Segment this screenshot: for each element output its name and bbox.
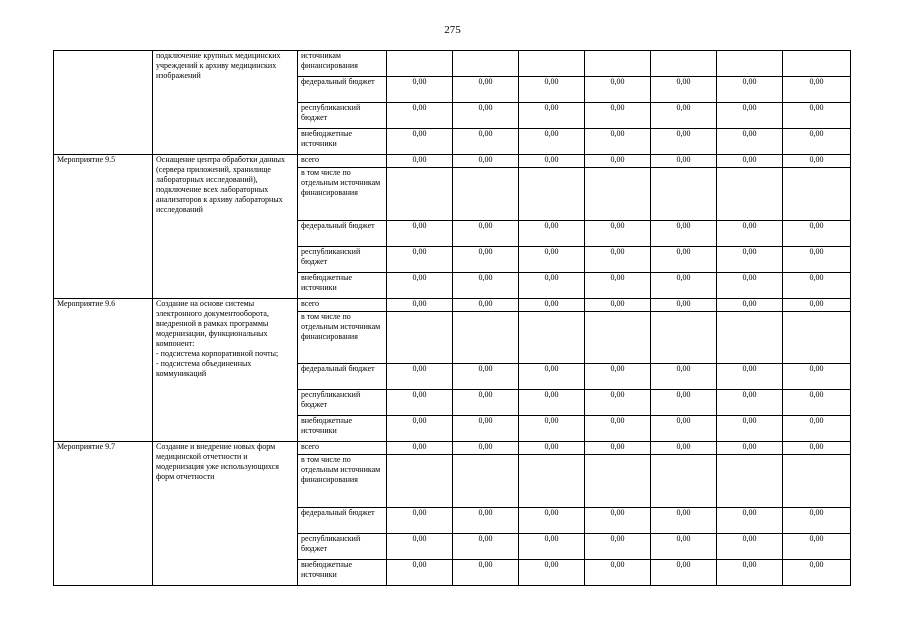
amount-cell: 0,00 (717, 507, 783, 533)
amount-cell (717, 51, 783, 77)
amount-cell: 0,00 (717, 298, 783, 311)
amount-cell: 0,00 (453, 246, 519, 272)
measure-code: Мероприятие 9.6 (54, 298, 153, 442)
amount-cell: 0,00 (519, 77, 585, 103)
amount-cell: 0,00 (651, 103, 717, 129)
amount-cell (387, 311, 453, 363)
amount-cell: 0,00 (453, 559, 519, 585)
amount-cell: 0,00 (717, 220, 783, 246)
amount-cell: 0,00 (519, 246, 585, 272)
amount-cell: 0,00 (519, 533, 585, 559)
amount-cell: 0,00 (519, 129, 585, 155)
amount-cell: 0,00 (651, 507, 717, 533)
amount-cell: 0,00 (387, 559, 453, 585)
amount-cell (453, 311, 519, 363)
funding-source: в том числе по отдельным источникам финансирования (298, 455, 387, 507)
amount-cell: 0,00 (453, 390, 519, 416)
amount-cell: 0,00 (651, 298, 717, 311)
amount-cell: 0,00 (717, 246, 783, 272)
amount-cell (651, 455, 717, 507)
amount-cell: 0,00 (453, 220, 519, 246)
amount-cell: 0,00 (651, 533, 717, 559)
amount-cell: 0,00 (519, 390, 585, 416)
funding-source: внебюджетные источники (298, 129, 387, 155)
amount-cell: 0,00 (519, 298, 585, 311)
amount-cell: 0,00 (519, 442, 585, 455)
amount-cell: 0,00 (519, 103, 585, 129)
amount-cell: 0,00 (387, 272, 453, 298)
amount-cell (717, 168, 783, 220)
amount-cell: 0,00 (783, 103, 851, 129)
amount-cell: 0,00 (585, 533, 651, 559)
page-number: 275 (444, 24, 461, 36)
amount-cell: 0,00 (717, 77, 783, 103)
amount-cell (453, 168, 519, 220)
amount-cell: 0,00 (453, 298, 519, 311)
funding-source: источникам финансирования (298, 51, 387, 77)
measure-description: Создание на основе системы электронного документооборота, внедренной в рамках программы модернизации, функциональных компонент: - подсистема корпоративной почты; - подсистема объединенных коммуникаций (153, 298, 298, 442)
amount-cell: 0,00 (453, 77, 519, 103)
amount-cell: 0,00 (717, 155, 783, 168)
table-row (54, 442, 851, 455)
funding-source: в том числе по отдельным источникам финансирования (298, 311, 387, 363)
amount-cell: 0,00 (783, 272, 851, 298)
amount-cell: 0,00 (783, 442, 851, 455)
amount-cell: 0,00 (717, 129, 783, 155)
amount-cell: 0,00 (387, 442, 453, 455)
funding-source: федеральный бюджет (298, 220, 387, 246)
funding-source: в том числе по отдельным источникам финансирования (298, 168, 387, 220)
funding-source: федеральный бюджет (298, 364, 387, 390)
amount-cell (651, 168, 717, 220)
amount-cell (519, 168, 585, 220)
amount-cell: 0,00 (585, 442, 651, 455)
amount-cell: 0,00 (783, 220, 851, 246)
amount-cell: 0,00 (651, 155, 717, 168)
amount-cell: 0,00 (651, 246, 717, 272)
amount-cell: 0,00 (717, 442, 783, 455)
amount-cell: 0,00 (387, 390, 453, 416)
funding-source: федеральный бюджет (298, 507, 387, 533)
amount-cell: 0,00 (453, 507, 519, 533)
amount-cell: 0,00 (651, 77, 717, 103)
amount-cell: 0,00 (453, 155, 519, 168)
amount-cell: 0,00 (783, 77, 851, 103)
funding-source: федеральный бюджет (298, 77, 387, 103)
amount-cell: 0,00 (651, 129, 717, 155)
amount-cell (387, 51, 453, 77)
amount-cell: 0,00 (585, 103, 651, 129)
measure-code: Мероприятие 9.7 (54, 442, 153, 586)
amount-cell: 0,00 (519, 364, 585, 390)
amount-cell: 0,00 (519, 559, 585, 585)
amount-cell: 0,00 (585, 272, 651, 298)
amount-cell: 0,00 (585, 364, 651, 390)
amount-cell: 0,00 (519, 220, 585, 246)
amount-cell (585, 168, 651, 220)
amount-cell (519, 455, 585, 507)
amount-cell: 0,00 (585, 559, 651, 585)
amount-cell: 0,00 (519, 416, 585, 442)
amount-cell: 0,00 (453, 442, 519, 455)
amount-cell: 0,00 (783, 507, 851, 533)
amount-cell: 0,00 (651, 390, 717, 416)
amount-cell: 0,00 (783, 246, 851, 272)
amount-cell: 0,00 (387, 220, 453, 246)
amount-cell: 0,00 (717, 364, 783, 390)
amount-cell (783, 311, 851, 363)
amount-cell: 0,00 (783, 533, 851, 559)
funding-source: внебюджетные источники (298, 272, 387, 298)
amount-cell: 0,00 (783, 364, 851, 390)
amount-cell: 0,00 (717, 103, 783, 129)
amount-cell (387, 168, 453, 220)
amount-cell (519, 311, 585, 363)
amount-cell: 0,00 (585, 220, 651, 246)
amount-cell: 0,00 (519, 507, 585, 533)
amount-cell: 0,00 (387, 416, 453, 442)
amount-cell: 0,00 (585, 77, 651, 103)
amount-cell: 0,00 (387, 129, 453, 155)
amount-cell (519, 51, 585, 77)
measure-code: Мероприятие 9.5 (54, 155, 153, 299)
amount-cell: 0,00 (717, 416, 783, 442)
amount-cell: 0,00 (651, 559, 717, 585)
amount-cell: 0,00 (585, 416, 651, 442)
amount-cell: 0,00 (585, 129, 651, 155)
amount-cell: 0,00 (651, 272, 717, 298)
amount-cell: 0,00 (783, 390, 851, 416)
amount-cell: 0,00 (585, 298, 651, 311)
funding-source: внебюджетные источники (298, 416, 387, 442)
amount-cell (783, 168, 851, 220)
measure-code (54, 51, 153, 155)
amount-cell: 0,00 (585, 155, 651, 168)
amount-cell: 0,00 (717, 272, 783, 298)
amount-cell: 0,00 (387, 103, 453, 129)
amount-cell: 0,00 (717, 533, 783, 559)
funding-source: республиканский бюджет (298, 246, 387, 272)
amount-cell: 0,00 (783, 129, 851, 155)
amount-cell (585, 51, 651, 77)
financing-table (53, 50, 851, 586)
amount-cell (783, 51, 851, 77)
amount-cell: 0,00 (387, 507, 453, 533)
amount-cell (453, 455, 519, 507)
measure-description: подключение крупных медицинских учреждений к архиву медицинских изображений (153, 51, 298, 155)
amount-cell (717, 311, 783, 363)
amount-cell: 0,00 (783, 559, 851, 585)
amount-cell (717, 455, 783, 507)
amount-cell: 0,00 (453, 103, 519, 129)
amount-cell: 0,00 (519, 272, 585, 298)
amount-cell: 0,00 (387, 533, 453, 559)
amount-cell: 0,00 (453, 416, 519, 442)
amount-cell: 0,00 (387, 155, 453, 168)
amount-cell: 0,00 (651, 416, 717, 442)
amount-cell: 0,00 (585, 390, 651, 416)
amount-cell: 0,00 (387, 364, 453, 390)
table-row (54, 298, 851, 311)
amount-cell: 0,00 (717, 559, 783, 585)
amount-cell: 0,00 (387, 77, 453, 103)
amount-cell: 0,00 (453, 533, 519, 559)
amount-cell (387, 455, 453, 507)
amount-cell: 0,00 (453, 364, 519, 390)
funding-source: всего (298, 442, 387, 455)
amount-cell: 0,00 (651, 364, 717, 390)
amount-cell: 0,00 (519, 155, 585, 168)
measure-description: Оснащение центра обработки данных (сервера приложений, хранилище лабораторных исследований), подключение всех лабораторных анализаторов к архиву лабораторных исследований (153, 155, 298, 299)
amount-cell (651, 311, 717, 363)
funding-source: внебюджетные источники (298, 559, 387, 585)
amount-cell (453, 51, 519, 77)
amount-cell: 0,00 (783, 416, 851, 442)
amount-cell: 0,00 (717, 390, 783, 416)
amount-cell (651, 51, 717, 77)
amount-cell: 0,00 (585, 507, 651, 533)
funding-source: всего (298, 298, 387, 311)
funding-source: всего (298, 155, 387, 168)
table-body (54, 51, 851, 586)
amount-cell: 0,00 (453, 129, 519, 155)
measure-description: Создание и внедрение новых форм медицинской отчетности и модернизация уже использующихся форм отчетности (153, 442, 298, 586)
amount-cell: 0,00 (651, 442, 717, 455)
funding-source: республиканский бюджет (298, 533, 387, 559)
funding-source: республиканский бюджет (298, 103, 387, 129)
amount-cell (585, 311, 651, 363)
funding-source: республиканский бюджет (298, 390, 387, 416)
amount-cell (585, 455, 651, 507)
amount-cell: 0,00 (585, 246, 651, 272)
amount-cell: 0,00 (387, 298, 453, 311)
amount-cell (783, 455, 851, 507)
amount-cell: 0,00 (651, 220, 717, 246)
amount-cell: 0,00 (387, 246, 453, 272)
amount-cell: 0,00 (453, 272, 519, 298)
amount-cell: 0,00 (783, 298, 851, 311)
table-row (54, 51, 851, 77)
amount-cell: 0,00 (783, 155, 851, 168)
table-row (54, 155, 851, 168)
